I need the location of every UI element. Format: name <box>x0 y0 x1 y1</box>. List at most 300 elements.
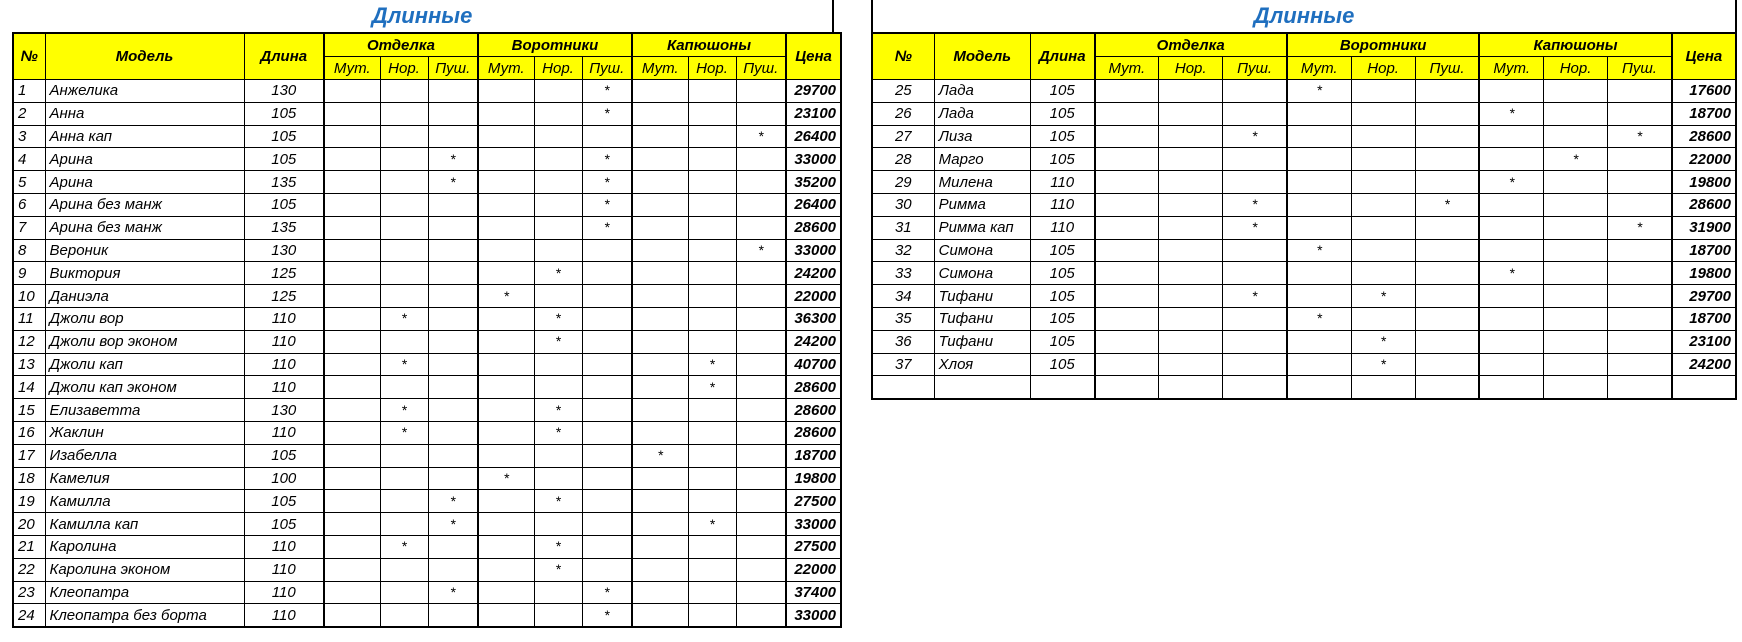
table-row <box>13 125 841 148</box>
table-row <box>13 558 841 581</box>
header-num: № <box>872 33 934 80</box>
row-number: 35 <box>872 307 934 330</box>
option-mark <box>324 513 380 536</box>
option-mark <box>1095 171 1159 194</box>
row-number: 30 <box>872 193 934 216</box>
option-mark <box>428 535 478 558</box>
price-value: 23100 <box>1672 330 1736 353</box>
option-mark <box>582 262 632 285</box>
row-number: 29 <box>872 171 934 194</box>
length-value: 105 <box>244 513 324 536</box>
option-mark <box>632 307 688 330</box>
option-mark <box>478 513 534 536</box>
table-row <box>13 171 841 194</box>
option-mark <box>534 125 582 148</box>
option-mark <box>380 604 428 627</box>
option-mark <box>1544 353 1608 376</box>
header-hoods: Капюшоны <box>1479 33 1671 57</box>
option-mark <box>1544 239 1608 262</box>
row-number: 19 <box>13 490 45 513</box>
option-mark <box>582 353 632 376</box>
option-mark <box>1351 216 1415 239</box>
option-mark: * <box>1351 330 1415 353</box>
price-value: 28600 <box>1672 125 1736 148</box>
option-mark <box>736 307 786 330</box>
option-mark <box>688 467 736 490</box>
option-mark <box>632 216 688 239</box>
subheader-cell: Пуш. <box>1223 57 1287 80</box>
option-mark: * <box>428 171 478 194</box>
option-mark <box>1159 125 1223 148</box>
table-row <box>13 330 841 353</box>
subheader-cell: Мут. <box>632 57 688 80</box>
price-value: 26400 <box>786 193 841 216</box>
option-mark <box>632 330 688 353</box>
length-value: 105 <box>244 444 324 467</box>
option-mark <box>428 330 478 353</box>
option-mark <box>1159 330 1223 353</box>
table-row <box>13 80 841 103</box>
option-mark <box>478 307 534 330</box>
row-number: 3 <box>13 125 45 148</box>
option-mark <box>324 216 380 239</box>
option-mark <box>1608 80 1672 103</box>
option-mark <box>1479 330 1543 353</box>
price-value: 19800 <box>1672 262 1736 285</box>
option-mark <box>1159 193 1223 216</box>
row-number: 28 <box>872 148 934 171</box>
option-mark <box>324 80 380 103</box>
option-mark <box>380 581 428 604</box>
row-number: 22 <box>13 558 45 581</box>
row-number: 13 <box>13 353 45 376</box>
option-mark <box>1415 307 1479 330</box>
option-mark <box>632 467 688 490</box>
model-name: Жаклин <box>45 421 244 444</box>
option-mark <box>1159 148 1223 171</box>
option-mark <box>1223 376 1287 399</box>
option-mark <box>380 102 428 125</box>
option-mark <box>582 285 632 308</box>
option-mark <box>1095 125 1159 148</box>
option-mark <box>1608 239 1672 262</box>
option-mark <box>324 399 380 422</box>
model-name: Лиза <box>934 125 1030 148</box>
option-mark <box>736 421 786 444</box>
table-row <box>13 102 841 125</box>
option-mark <box>736 193 786 216</box>
option-mark <box>1608 262 1672 285</box>
option-mark: * <box>534 490 582 513</box>
row-number: 37 <box>872 353 934 376</box>
option-mark <box>688 307 736 330</box>
header-num: № <box>13 33 45 80</box>
option-mark <box>632 285 688 308</box>
row-number: 32 <box>872 239 934 262</box>
option-mark <box>380 285 428 308</box>
subheader-cell: Мут. <box>1479 57 1543 80</box>
price-value: 28600 <box>786 216 841 239</box>
option-mark: * <box>582 171 632 194</box>
length-value: 125 <box>244 285 324 308</box>
option-mark <box>1351 239 1415 262</box>
row-number: 27 <box>872 125 934 148</box>
option-mark <box>1479 285 1543 308</box>
option-mark <box>582 490 632 513</box>
option-mark <box>324 239 380 262</box>
option-mark <box>478 239 534 262</box>
option-mark <box>478 216 534 239</box>
price-value: 31900 <box>1672 216 1736 239</box>
option-mark <box>1223 171 1287 194</box>
option-mark <box>478 558 534 581</box>
option-mark <box>1608 330 1672 353</box>
option-mark: * <box>534 421 582 444</box>
option-mark <box>380 376 428 399</box>
option-mark <box>478 80 534 103</box>
option-mark <box>428 262 478 285</box>
model-name: Лада <box>934 102 1030 125</box>
price-value: 33000 <box>786 148 841 171</box>
option-mark <box>1223 262 1287 285</box>
option-mark <box>1479 307 1543 330</box>
option-mark <box>428 216 478 239</box>
row-number: 24 <box>13 604 45 627</box>
table-row <box>13 444 841 467</box>
option-mark <box>1608 171 1672 194</box>
option-mark <box>736 513 786 536</box>
table-row <box>13 513 841 536</box>
model-name: Хлоя <box>934 353 1030 376</box>
header-length: Длина <box>1030 33 1094 80</box>
option-mark <box>736 581 786 604</box>
option-mark: * <box>582 193 632 216</box>
option-mark <box>1159 353 1223 376</box>
length-value: 135 <box>244 216 324 239</box>
option-mark <box>1095 216 1159 239</box>
option-mark <box>1544 125 1608 148</box>
option-mark: * <box>428 581 478 604</box>
row-number: 31 <box>872 216 934 239</box>
option-mark: * <box>380 307 428 330</box>
price-value: 23100 <box>786 102 841 125</box>
right-price-table <box>871 0 1737 400</box>
option-mark <box>1287 193 1351 216</box>
price-value: 29700 <box>1672 285 1736 308</box>
option-mark <box>478 376 534 399</box>
option-mark <box>380 148 428 171</box>
price-value: 33000 <box>786 604 841 627</box>
option-mark <box>324 558 380 581</box>
option-mark: * <box>688 353 736 376</box>
option-mark <box>736 148 786 171</box>
option-mark: * <box>1223 285 1287 308</box>
option-mark <box>1608 285 1672 308</box>
table-row <box>13 239 841 262</box>
option-mark <box>428 399 478 422</box>
option-mark <box>1159 285 1223 308</box>
option-mark <box>380 467 428 490</box>
option-mark <box>1351 102 1415 125</box>
option-mark <box>632 80 688 103</box>
model-name: Милена <box>934 171 1030 194</box>
price-value: 36300 <box>786 307 841 330</box>
option-mark <box>324 148 380 171</box>
option-mark: * <box>534 558 582 581</box>
option-mark <box>324 604 380 627</box>
price-value: 29700 <box>786 80 841 103</box>
option-mark <box>380 262 428 285</box>
option-mark <box>632 376 688 399</box>
length-value: 105 <box>1030 239 1094 262</box>
option-mark <box>632 262 688 285</box>
option-mark <box>478 171 534 194</box>
option-mark: * <box>1544 148 1608 171</box>
length-value: 105 <box>244 193 324 216</box>
row-number: 10 <box>13 285 45 308</box>
option-mark: * <box>1287 80 1351 103</box>
table-row <box>13 421 841 444</box>
price-value: 28600 <box>1672 193 1736 216</box>
option-mark <box>632 558 688 581</box>
model-name: Анна <box>45 102 244 125</box>
table-row <box>13 581 841 604</box>
option-mark <box>380 216 428 239</box>
option-mark <box>1287 262 1351 285</box>
row-number: 23 <box>13 581 45 604</box>
option-mark <box>534 80 582 103</box>
option-mark <box>688 444 736 467</box>
length-value: 105 <box>1030 285 1094 308</box>
option-mark <box>1287 102 1351 125</box>
option-mark <box>478 421 534 444</box>
option-mark <box>534 467 582 490</box>
option-mark <box>632 239 688 262</box>
length-value: 110 <box>244 604 324 627</box>
option-mark <box>1351 148 1415 171</box>
option-mark <box>478 125 534 148</box>
table-row <box>13 148 841 171</box>
price-value: 18700 <box>1672 307 1736 330</box>
row-number: 7 <box>13 216 45 239</box>
price-value: 27500 <box>786 535 841 558</box>
option-mark <box>1479 216 1543 239</box>
length-value: 130 <box>244 239 324 262</box>
option-mark <box>1544 216 1608 239</box>
length-value: 110 <box>244 307 324 330</box>
price-value: 24200 <box>786 262 841 285</box>
table-row <box>872 376 1736 399</box>
option-mark <box>1223 239 1287 262</box>
price-value: 37400 <box>786 581 841 604</box>
option-mark <box>1415 330 1479 353</box>
length-value: 105 <box>1030 330 1094 353</box>
option-mark <box>1608 307 1672 330</box>
option-mark: * <box>1351 285 1415 308</box>
option-mark <box>1479 376 1543 399</box>
option-mark <box>688 604 736 627</box>
option-mark <box>632 535 688 558</box>
model-name: Джоли кап <box>45 353 244 376</box>
option-mark <box>688 558 736 581</box>
option-mark <box>380 444 428 467</box>
option-mark <box>1415 216 1479 239</box>
option-mark <box>688 285 736 308</box>
option-mark: * <box>632 444 688 467</box>
price-value: 28600 <box>786 421 841 444</box>
model-name: Арина без манж <box>45 193 244 216</box>
option-mark <box>324 330 380 353</box>
option-mark <box>534 193 582 216</box>
price-value: 22000 <box>1672 148 1736 171</box>
option-mark <box>1415 376 1479 399</box>
row-number: 33 <box>872 262 934 285</box>
price-value: 28600 <box>786 399 841 422</box>
option-mark <box>478 193 534 216</box>
length-value: 110 <box>244 376 324 399</box>
option-mark <box>582 125 632 148</box>
option-mark <box>632 148 688 171</box>
length-value: 130 <box>244 399 324 422</box>
model-name: Симона <box>934 262 1030 285</box>
option-mark <box>324 581 380 604</box>
option-mark <box>632 102 688 125</box>
option-mark <box>380 125 428 148</box>
length-value: 125 <box>244 262 324 285</box>
option-mark <box>688 239 736 262</box>
option-mark: * <box>380 421 428 444</box>
option-mark <box>1608 148 1672 171</box>
option-mark <box>632 399 688 422</box>
model-name: Даниэла <box>45 285 244 308</box>
option-mark: * <box>1479 262 1543 285</box>
table-row <box>13 376 841 399</box>
option-mark <box>380 490 428 513</box>
option-mark <box>428 558 478 581</box>
subheader-cell: Нор. <box>1544 57 1608 80</box>
row-number: 34 <box>872 285 934 308</box>
option-mark <box>380 239 428 262</box>
row-number: 16 <box>13 421 45 444</box>
header-price: Цена <box>1672 33 1736 80</box>
option-mark <box>582 558 632 581</box>
option-mark: * <box>1608 125 1672 148</box>
option-mark <box>1544 330 1608 353</box>
length-value: 110 <box>244 330 324 353</box>
option-mark <box>1159 262 1223 285</box>
option-mark <box>582 467 632 490</box>
option-mark <box>1415 171 1479 194</box>
option-mark <box>1095 307 1159 330</box>
option-mark <box>736 171 786 194</box>
length-value: 110 <box>244 581 324 604</box>
table-row <box>13 262 841 285</box>
table-row <box>872 148 1736 171</box>
option-mark <box>1544 262 1608 285</box>
left-table <box>12 32 842 628</box>
model-name: Арина <box>45 171 244 194</box>
length-value: 105 <box>1030 102 1094 125</box>
option-mark <box>534 604 582 627</box>
option-mark <box>324 193 380 216</box>
option-mark: * <box>1351 353 1415 376</box>
option-mark <box>478 102 534 125</box>
length-value: 105 <box>1030 353 1094 376</box>
table-row <box>872 285 1736 308</box>
subheader-cell: Пуш. <box>582 57 632 80</box>
option-mark <box>428 193 478 216</box>
table-row <box>13 353 841 376</box>
option-mark <box>1287 285 1351 308</box>
option-mark: * <box>736 239 786 262</box>
option-mark <box>1223 148 1287 171</box>
option-mark <box>1095 353 1159 376</box>
option-mark <box>1608 376 1672 399</box>
option-mark <box>1287 125 1351 148</box>
model-name: Камилла <box>45 490 244 513</box>
option-mark <box>632 171 688 194</box>
header-finish: Отделка <box>1095 33 1287 57</box>
option-mark <box>1095 285 1159 308</box>
option-mark <box>1287 330 1351 353</box>
option-mark <box>632 581 688 604</box>
option-mark <box>428 80 478 103</box>
table-row <box>872 239 1736 262</box>
price-value: 33000 <box>786 239 841 262</box>
option-mark <box>632 193 688 216</box>
table-row <box>872 330 1736 353</box>
table-row <box>872 216 1736 239</box>
option-mark <box>1223 330 1287 353</box>
option-mark <box>1159 216 1223 239</box>
option-mark <box>1415 80 1479 103</box>
length-value: 105 <box>244 148 324 171</box>
option-mark <box>632 490 688 513</box>
model-name: Виктория <box>45 262 244 285</box>
option-mark <box>1479 353 1543 376</box>
price-value: 35200 <box>786 171 841 194</box>
subheader-cell: Мут. <box>324 57 380 80</box>
price-value: 22000 <box>786 558 841 581</box>
option-mark <box>1479 80 1543 103</box>
option-mark <box>380 171 428 194</box>
header-price: Цена <box>786 33 841 80</box>
row-number: 14 <box>13 376 45 399</box>
option-mark <box>632 125 688 148</box>
row-number: 17 <box>13 444 45 467</box>
option-mark <box>1287 148 1351 171</box>
option-mark <box>736 399 786 422</box>
option-mark <box>582 330 632 353</box>
subheader-cell: Пуш. <box>428 57 478 80</box>
length-value: 100 <box>244 467 324 490</box>
option-mark <box>428 444 478 467</box>
option-mark <box>582 535 632 558</box>
option-mark: * <box>534 262 582 285</box>
option-mark <box>1351 125 1415 148</box>
option-mark <box>428 421 478 444</box>
option-mark <box>1287 216 1351 239</box>
option-mark <box>582 421 632 444</box>
model-name: Вероник <box>45 239 244 262</box>
header-collars: Воротники <box>1287 33 1479 57</box>
header-hoods: Капюшоны <box>632 33 786 57</box>
option-mark <box>736 467 786 490</box>
option-mark <box>736 262 786 285</box>
option-mark: * <box>428 148 478 171</box>
option-mark: * <box>688 376 736 399</box>
option-mark <box>1095 239 1159 262</box>
